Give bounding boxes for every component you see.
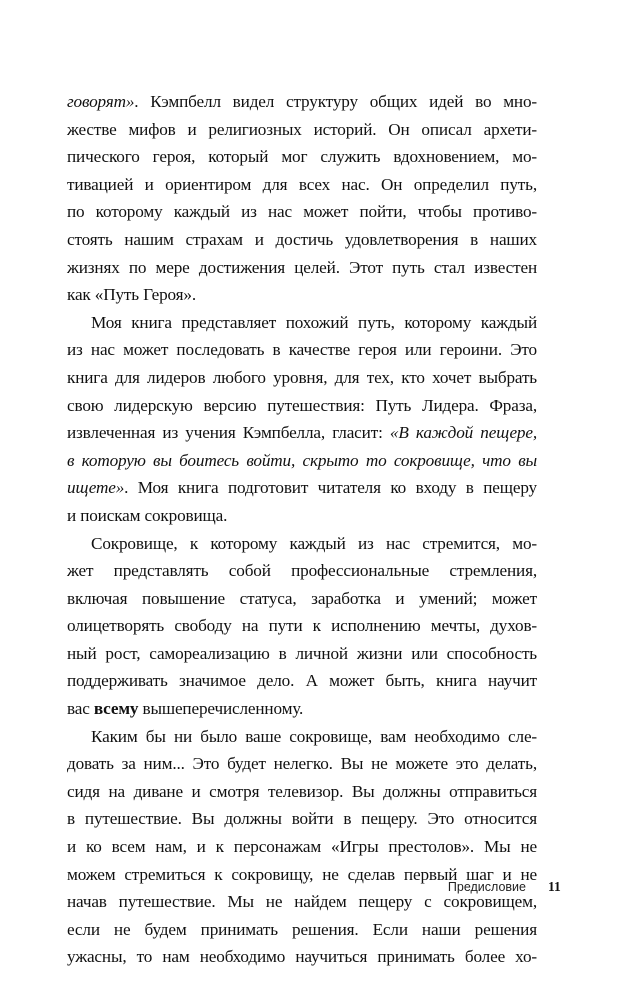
line-text: жестве мифов и религиозных историй. Он описал архети-: [67, 119, 537, 139]
line-text: Моя книга представляет похожий путь, которому каждый: [91, 312, 537, 332]
line-text: довать за ним... Это будет нелегко. Вы не можете это делать,: [67, 754, 537, 774]
line-text: если не будем принимать решения. Если наши решения: [67, 919, 537, 939]
paragraph-1: [67, 88, 537, 309]
line-text: и ко всем нам, и к персонажам «Игры престолов». Мы не: [67, 837, 537, 857]
line-text: в путешествие. Вы должны войти в пещеру. Это относится: [67, 809, 537, 829]
text-line: [67, 309, 537, 337]
line-text: из нас может последовать в качестве героя или героини. Это: [67, 340, 537, 360]
line-text: ный рост, самореализацию в личной жизни или способность: [67, 643, 537, 663]
line-text: вышеперечисленному.: [138, 699, 304, 719]
text-line: [67, 778, 537, 806]
line-text: жет представлять собой профессиональные стремления,: [67, 561, 537, 581]
text-line: [67, 640, 537, 668]
line-text: извлеченная из учения Кэмпбелла, гласит:: [67, 423, 390, 443]
line-text: можем стремиться к сокровищу, не сделав первый шаг и не: [67, 864, 537, 884]
line-text: Каким бы ни было ваше сокровище, вам необходимо сле-: [91, 726, 537, 746]
paragraph-2: [67, 309, 537, 530]
text-line: [67, 557, 537, 585]
line-text: поддерживать значимое дело. А может быть, книга научит: [67, 671, 537, 691]
text-line: [67, 254, 537, 282]
italic-quote: ищете»: [67, 478, 125, 498]
text-line: [67, 667, 537, 695]
text-line: [67, 364, 537, 392]
italic-quote: в которую вы боитесь войти, скрыто то сокровище, что вы: [67, 450, 537, 470]
text-line: [67, 723, 537, 751]
text-line: [67, 336, 537, 364]
line-text: Сокровище, к которому каждый из нас стремится, мо-: [91, 533, 537, 553]
text-line: [67, 530, 537, 558]
text-line: [67, 474, 537, 502]
text-line: [67, 88, 537, 116]
line-text: включая повышение статуса, заработка и умений; может: [67, 588, 537, 608]
line-text: жизнях по мере достижения целей. Этот путь стал известен: [67, 257, 537, 277]
text-line: [67, 226, 537, 254]
text-line: [67, 805, 537, 833]
text-line: [67, 695, 537, 723]
text-line: [67, 116, 537, 144]
text-line: [67, 750, 537, 778]
text-line: [67, 833, 537, 861]
text-line: [67, 447, 537, 475]
page-footer: [0, 877, 644, 897]
text-line: [67, 943, 537, 971]
bold-word: всему: [93, 699, 139, 719]
text-line: [67, 171, 537, 199]
text-line: [67, 143, 537, 171]
line-text: . Моя книга подготовит читателя ко входу в пещеру: [124, 478, 537, 498]
text-line: [67, 612, 537, 640]
paragraph-4: [67, 723, 537, 971]
italic-quote: «В каждой пещере,: [389, 423, 538, 443]
line-text: и поискам сокровища.: [67, 505, 228, 525]
text-line: [67, 585, 537, 613]
running-footer-title: Предисловие: [447, 880, 526, 894]
line-text: сидя на диване и смотря телевизор. Вы должны отправиться: [67, 781, 537, 801]
text-line: [67, 916, 537, 944]
line-text: стоять нашим страхам и достичь удовлетворения в наших: [67, 229, 537, 249]
paragraph-3: [67, 530, 537, 723]
page-number: 11: [548, 879, 561, 894]
line-text: свою лидерскую версию путешествия: Путь Лидера. Фраза,: [67, 395, 537, 415]
line-text: вас: [67, 699, 94, 719]
line-text: тивацией и ориентиром для всех нас. Он определил путь,: [67, 174, 537, 194]
text-line: [67, 392, 537, 420]
italic-quote: говорят»: [67, 92, 135, 111]
line-text: книга для лидеров любого уровня, для тех, кто хочет выбрать: [67, 367, 537, 387]
line-text: . Кэмпбелл видел структуру общих идей во мно-: [134, 92, 537, 111]
page-body: [67, 88, 537, 971]
line-text: начав путешествие. Мы не найдем пещеру с сокровищем,: [67, 892, 537, 912]
text-line: [67, 419, 537, 447]
line-text: по которому каждый из нас может пойти, чтобы противо-: [67, 202, 537, 222]
text-line: [67, 502, 537, 530]
line-text: пического героя, который мог служить вдохновением, мо-: [67, 147, 537, 167]
line-text: ужасны, то нам необходимо научиться принимать более хо-: [67, 947, 537, 967]
text-line: [67, 198, 537, 226]
text-line: [67, 281, 537, 309]
line-text: олицетворять свободу на пути к исполнению мечты, духов-: [67, 616, 537, 636]
line-text: как «Путь Героя».: [67, 285, 196, 305]
